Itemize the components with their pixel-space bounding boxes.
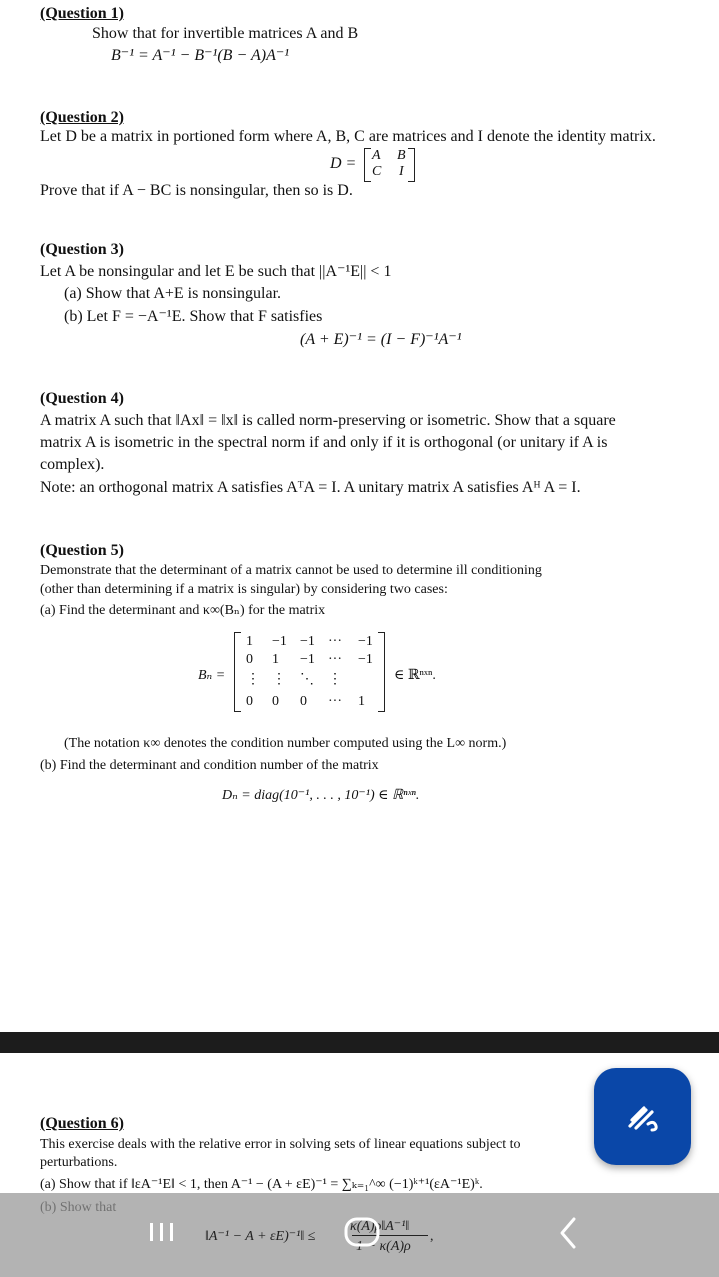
q2-right-bracket bbox=[408, 148, 415, 182]
home-icon bbox=[340, 1211, 384, 1255]
q6-part-a: (a) Show that if ‖εA⁻¹E‖ < 1, then A⁻¹ − (A + εE)⁻¹ = ∑ₖ₌₁^∞ (−1)ᵏ⁺¹(εA⁻¹E)ᵏ. bbox=[40, 1177, 483, 1192]
q5-notation: (The notation κ∞ denotes the condition number computed using the L∞ norm.) bbox=[64, 736, 507, 751]
q5-matrix-grid bbox=[242, 630, 378, 712]
q5-matrix-cell: ⋮ bbox=[272, 672, 286, 687]
back-icon bbox=[550, 1211, 586, 1255]
q5-left-bracket bbox=[234, 632, 241, 712]
q4-title: (Question 4) bbox=[40, 390, 124, 407]
q5-matrix-cell: ··· bbox=[328, 634, 342, 649]
q5-matrix-cell: 1 bbox=[272, 652, 279, 667]
q2-prove: Prove that if A − BC is nonsingular, then so is D. bbox=[40, 182, 353, 199]
q5-matrix-cell: 1 bbox=[358, 694, 365, 709]
edit-fab-button[interactable] bbox=[594, 1068, 691, 1165]
q6-title: (Question 6) bbox=[40, 1115, 124, 1132]
q5-right-bracket bbox=[378, 632, 385, 712]
q1-formula: B⁻¹ = A⁻¹ − B⁻¹(B − A)A⁻¹ bbox=[111, 47, 290, 64]
q2-title: (Question 2) bbox=[40, 109, 124, 126]
back-button[interactable] bbox=[550, 1211, 586, 1255]
q5-matrix bbox=[198, 630, 478, 712]
q6-line2: perturbations. bbox=[40, 1155, 118, 1170]
q1-title: (Question 1) bbox=[40, 5, 124, 22]
q5-matrix-label: Bₙ = bbox=[198, 668, 226, 683]
home-button[interactable] bbox=[340, 1211, 384, 1255]
q4-line1: A matrix A such that ‖Ax‖ = ‖x‖ is called norm-preserving or isometric. Show that a square bbox=[40, 412, 616, 429]
q1-text: Show that for invertible matrices A and B bbox=[92, 25, 359, 42]
q5-line1: Demonstrate that the determinant of a matrix cannot be used to determine ill conditioning bbox=[40, 563, 542, 578]
pen-edit-icon bbox=[622, 1096, 664, 1138]
q6-formula-den: 1 − κ(A)ρ bbox=[356, 1239, 411, 1254]
q4-line2: matrix A is isometric in the spectral norm if and only if it is orthogonal (or unitary if A is bbox=[40, 434, 608, 451]
q5-formula: Dₙ = diag(10⁻¹, . . . , 10⁻¹) ∈ ℝⁿˣⁿ. bbox=[222, 788, 420, 803]
q3-text: Let A be nonsingular and let E be such that ||A⁻¹E|| < 1 bbox=[40, 263, 392, 280]
q2-m21: C bbox=[372, 164, 382, 179]
q4-note: Note: an orthogonal matrix A satisfies AᵀA = I. A unitary matrix A satisfies Aᴴ A = I. bbox=[40, 479, 581, 496]
q2-m11: A bbox=[372, 148, 381, 163]
q6-formula-end: , bbox=[430, 1229, 434, 1244]
q5-matrix-cell: ⋮ bbox=[328, 672, 342, 687]
q5-title: (Question 5) bbox=[40, 542, 124, 559]
page-divider bbox=[0, 1032, 719, 1053]
q2-formula-lhs: D = bbox=[330, 155, 357, 172]
q5-matrix-cell: ⋮ bbox=[246, 672, 260, 687]
q5-matrix-suffix: ∈ ℝⁿˣⁿ. bbox=[394, 668, 436, 683]
q3-part-b: (b) Let F = −A⁻¹E. Show that F satisfies bbox=[64, 308, 323, 325]
system-navigation-bar bbox=[0, 1193, 719, 1277]
q4-line3: complex). bbox=[40, 456, 105, 473]
q5-matrix-cell: ⋱ bbox=[300, 672, 314, 687]
q2-m22: I bbox=[399, 164, 404, 179]
q2-m12: B bbox=[397, 148, 406, 163]
q5-line2: (other than determining if a matrix is singular) by considering two cases: bbox=[40, 582, 448, 597]
q5-matrix-cell: −1 bbox=[300, 652, 315, 667]
recents-icon bbox=[142, 1211, 182, 1255]
q6-line1: This exercise deals with the relative error in solving sets of linear equations subject to bbox=[40, 1137, 521, 1152]
q6-formula-lhs: ‖A⁻¹ − A + εE)⁻¹‖ ≤ bbox=[205, 1229, 316, 1244]
q5-matrix-cell: −1 bbox=[358, 634, 373, 649]
q6-formula-num: κ(A)ρ‖A⁻¹‖ bbox=[350, 1219, 410, 1234]
q5-matrix-cell: 0 bbox=[246, 694, 253, 709]
q5-matrix-cell: −1 bbox=[300, 634, 315, 649]
q5-part-a: (a) Find the determinant and κ∞(Bₙ) for the matrix bbox=[40, 603, 326, 618]
q5-matrix-cell: ··· bbox=[328, 694, 342, 709]
q3-formula: (A + E)⁻¹ = (I − F)⁻¹A⁻¹ bbox=[300, 331, 462, 348]
q3-title: (Question 3) bbox=[40, 241, 124, 258]
q5-matrix-cell: 0 bbox=[300, 694, 307, 709]
recents-button[interactable] bbox=[142, 1211, 182, 1255]
q5-matrix-cell: 0 bbox=[246, 652, 253, 667]
q5-part-b: (b) Find the determinant and condition number of the matrix bbox=[40, 758, 379, 773]
q2-left-bracket bbox=[364, 148, 371, 182]
q5-matrix-cell: −1 bbox=[272, 634, 287, 649]
q2-matrix-formula bbox=[330, 146, 430, 182]
q2-text: Let D be a matrix in portioned form where A, B, C are matrices and I denote the identity matrix. bbox=[40, 128, 656, 145]
q5-matrix-cell: 0 bbox=[272, 694, 279, 709]
q5-matrix-cell: −1 bbox=[358, 652, 373, 667]
q5-matrix-cell: 1 bbox=[246, 634, 253, 649]
q5-matrix-cell: ··· bbox=[328, 652, 342, 667]
q3-part-a: (a) Show that A+E is nonsingular. bbox=[64, 285, 282, 302]
